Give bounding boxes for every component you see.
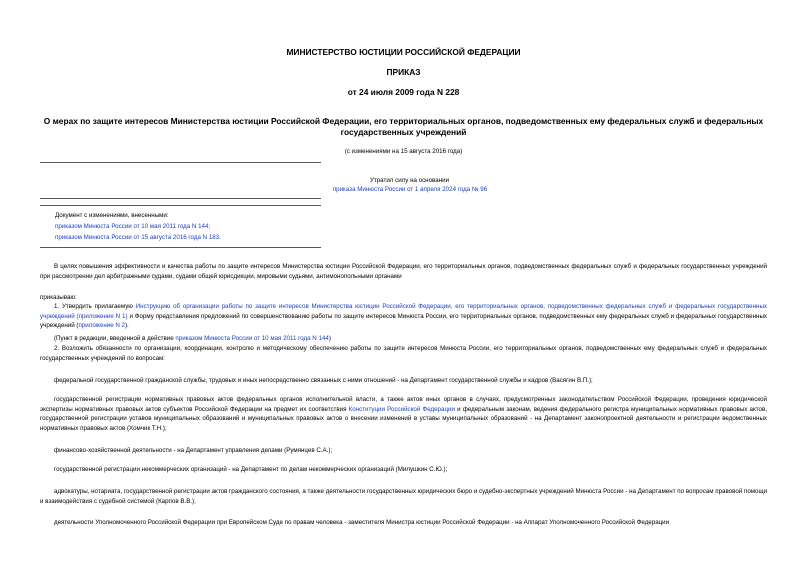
orders-word: приказываю: — [40, 294, 77, 301]
invalidated-link[interactable]: приказа Минюста России от 1 апреля 2024 года № 96 — [332, 186, 488, 193]
order-144-link[interactable]: приказом Минюста России от 10 мая 2011 года N 144 — [175, 335, 329, 342]
para-advocacy: адвокатуры, нотариата, государственной регистрации актов гражданского состояния, а также деятельности государственных юридических бюро и судебно-экспертных учреждений Минюста России - на Департамент по вопросам правовой помощи и взаимодействия с судебной системой (Карпов В.В.); — [40, 488, 767, 505]
para-civil-service: федеральной государственной гражданской службы, трудовых и иных непосредственно связанных с ними отношений - на Департамент государственной службы и кадров (Васягин В.П.); — [54, 377, 593, 384]
divider — [40, 247, 321, 248]
ministry-heading: МИНИСТЕРСТВО ЮСТИЦИИ РОССИЙСКОЙ ФЕДЕРАЦИИ — [286, 47, 521, 57]
changes-intro: Документ с изменениями, внесенными: — [55, 212, 169, 219]
changes-link-2011[interactable]: приказом Минюста России от 10 мая 2011 года N 144; — [55, 223, 211, 230]
para-echr: деятельности Уполномоченного Российской Федерации при Европейском Суде по правам человека - заместителя Министра юстиции Российской Федерации - на Аппарат Уполномоченного Российской Федерации — [54, 519, 670, 526]
para-ngo: государственной регистрации некоммерческих организаций - на Департамент по делам некоммерческих организаций (Милушкин С.Ю.); — [54, 466, 448, 473]
amendments-note: (с изменениями на 15 августа 2016 года) — [344, 148, 463, 155]
appendix-2-link[interactable]: приложение N 2 — [78, 322, 125, 329]
constitution-link[interactable]: Конституции Российской Федерации — [348, 405, 455, 413]
order-heading: ПРИКАЗ — [386, 67, 421, 77]
para-registration: государственной регистрации нормативных правовых актов федеральных органов исполнительной власти, а также актов иных органов в случаях, предусмотренных законодательством Российской Федерации, проведения юридической экспертизы нормативных правовых актов субъектов Российской Федерации на предмет их соответствия Конституции Российской Федерации и федеральным законам, ведения федерального регистра муниципальных нормативных правовых актов, государственной регистрации уставов муниципальных образований и муниципальных правовых актов о внесении изменений в уставы муниципальных образований - на Департамент законопроектной деятельности и регистрации ведомственных нормативных правовых актов (Хомчик Т.Н.); — [40, 396, 767, 432]
divider — [40, 205, 321, 206]
divider — [40, 162, 321, 163]
preamble: В целях повышения эффективности и качества работы по защите интересов Министерства юстиции Российской Федерации, его территориальных органов, подведомственных федеральных служб и федеральных государственных учреждений при рассмотрении дел арбитражными судами, судами общей юрисдикции, мировыми судьями, антимонопольными органами — [40, 263, 767, 280]
item-1-note: (Пункт в редакции, введенной в действие приказом Минюста России от 10 мая 2011 года N 144) — [54, 335, 331, 342]
instruction-link[interactable]: Инструкцию об организации работы по защите интересов Министерства юстиции Российской Федерации, его территориальных органов, подведомственных федеральных служб и федеральных государственных учреждений (приложение N 1) — [40, 303, 767, 320]
invalidated-text: Утратил силу на основании — [369, 177, 450, 184]
order-date-number: от 24 июля 2009 года N 228 — [347, 87, 460, 97]
item-2: 2. Возложить обязанности по организации, координации, контролю и методическому обеспечению работы по защите интересов Минюста России, его территориальных органов, подведомственных ему федеральных служб и федеральных государственных учреждений по вопросам: — [40, 345, 767, 362]
divider — [40, 198, 321, 199]
document-title: О мерах по защите интересов Министерства юстиции Российской Федерации, его территориальных органов, подведомственных ему федеральных служб и федеральных государственных учреждений — [43, 116, 764, 137]
item-1: 1. Утвердить прилагаемую Инструкцию об организации работы по защите интересов Министерства юстиции Российской Федерации, его территориальных органов, подведомственных федеральных служб и федеральных государственных учреждений (приложение N 1) и Форму представления предложений по совершенствованию работы по защите интересов Минюста России, его территориальных органов, подведомственных ему федеральных служб и федеральных государственных учреждений (приложение N 2). — [40, 303, 767, 329]
para-finance: финансово-хозяйственной деятельности - на Департамент управления делами (Румянцев С.А.); — [54, 447, 333, 454]
changes-link-2016[interactable]: приказом Минюста России от 15 августа 2016 года N 183. — [55, 234, 221, 241]
